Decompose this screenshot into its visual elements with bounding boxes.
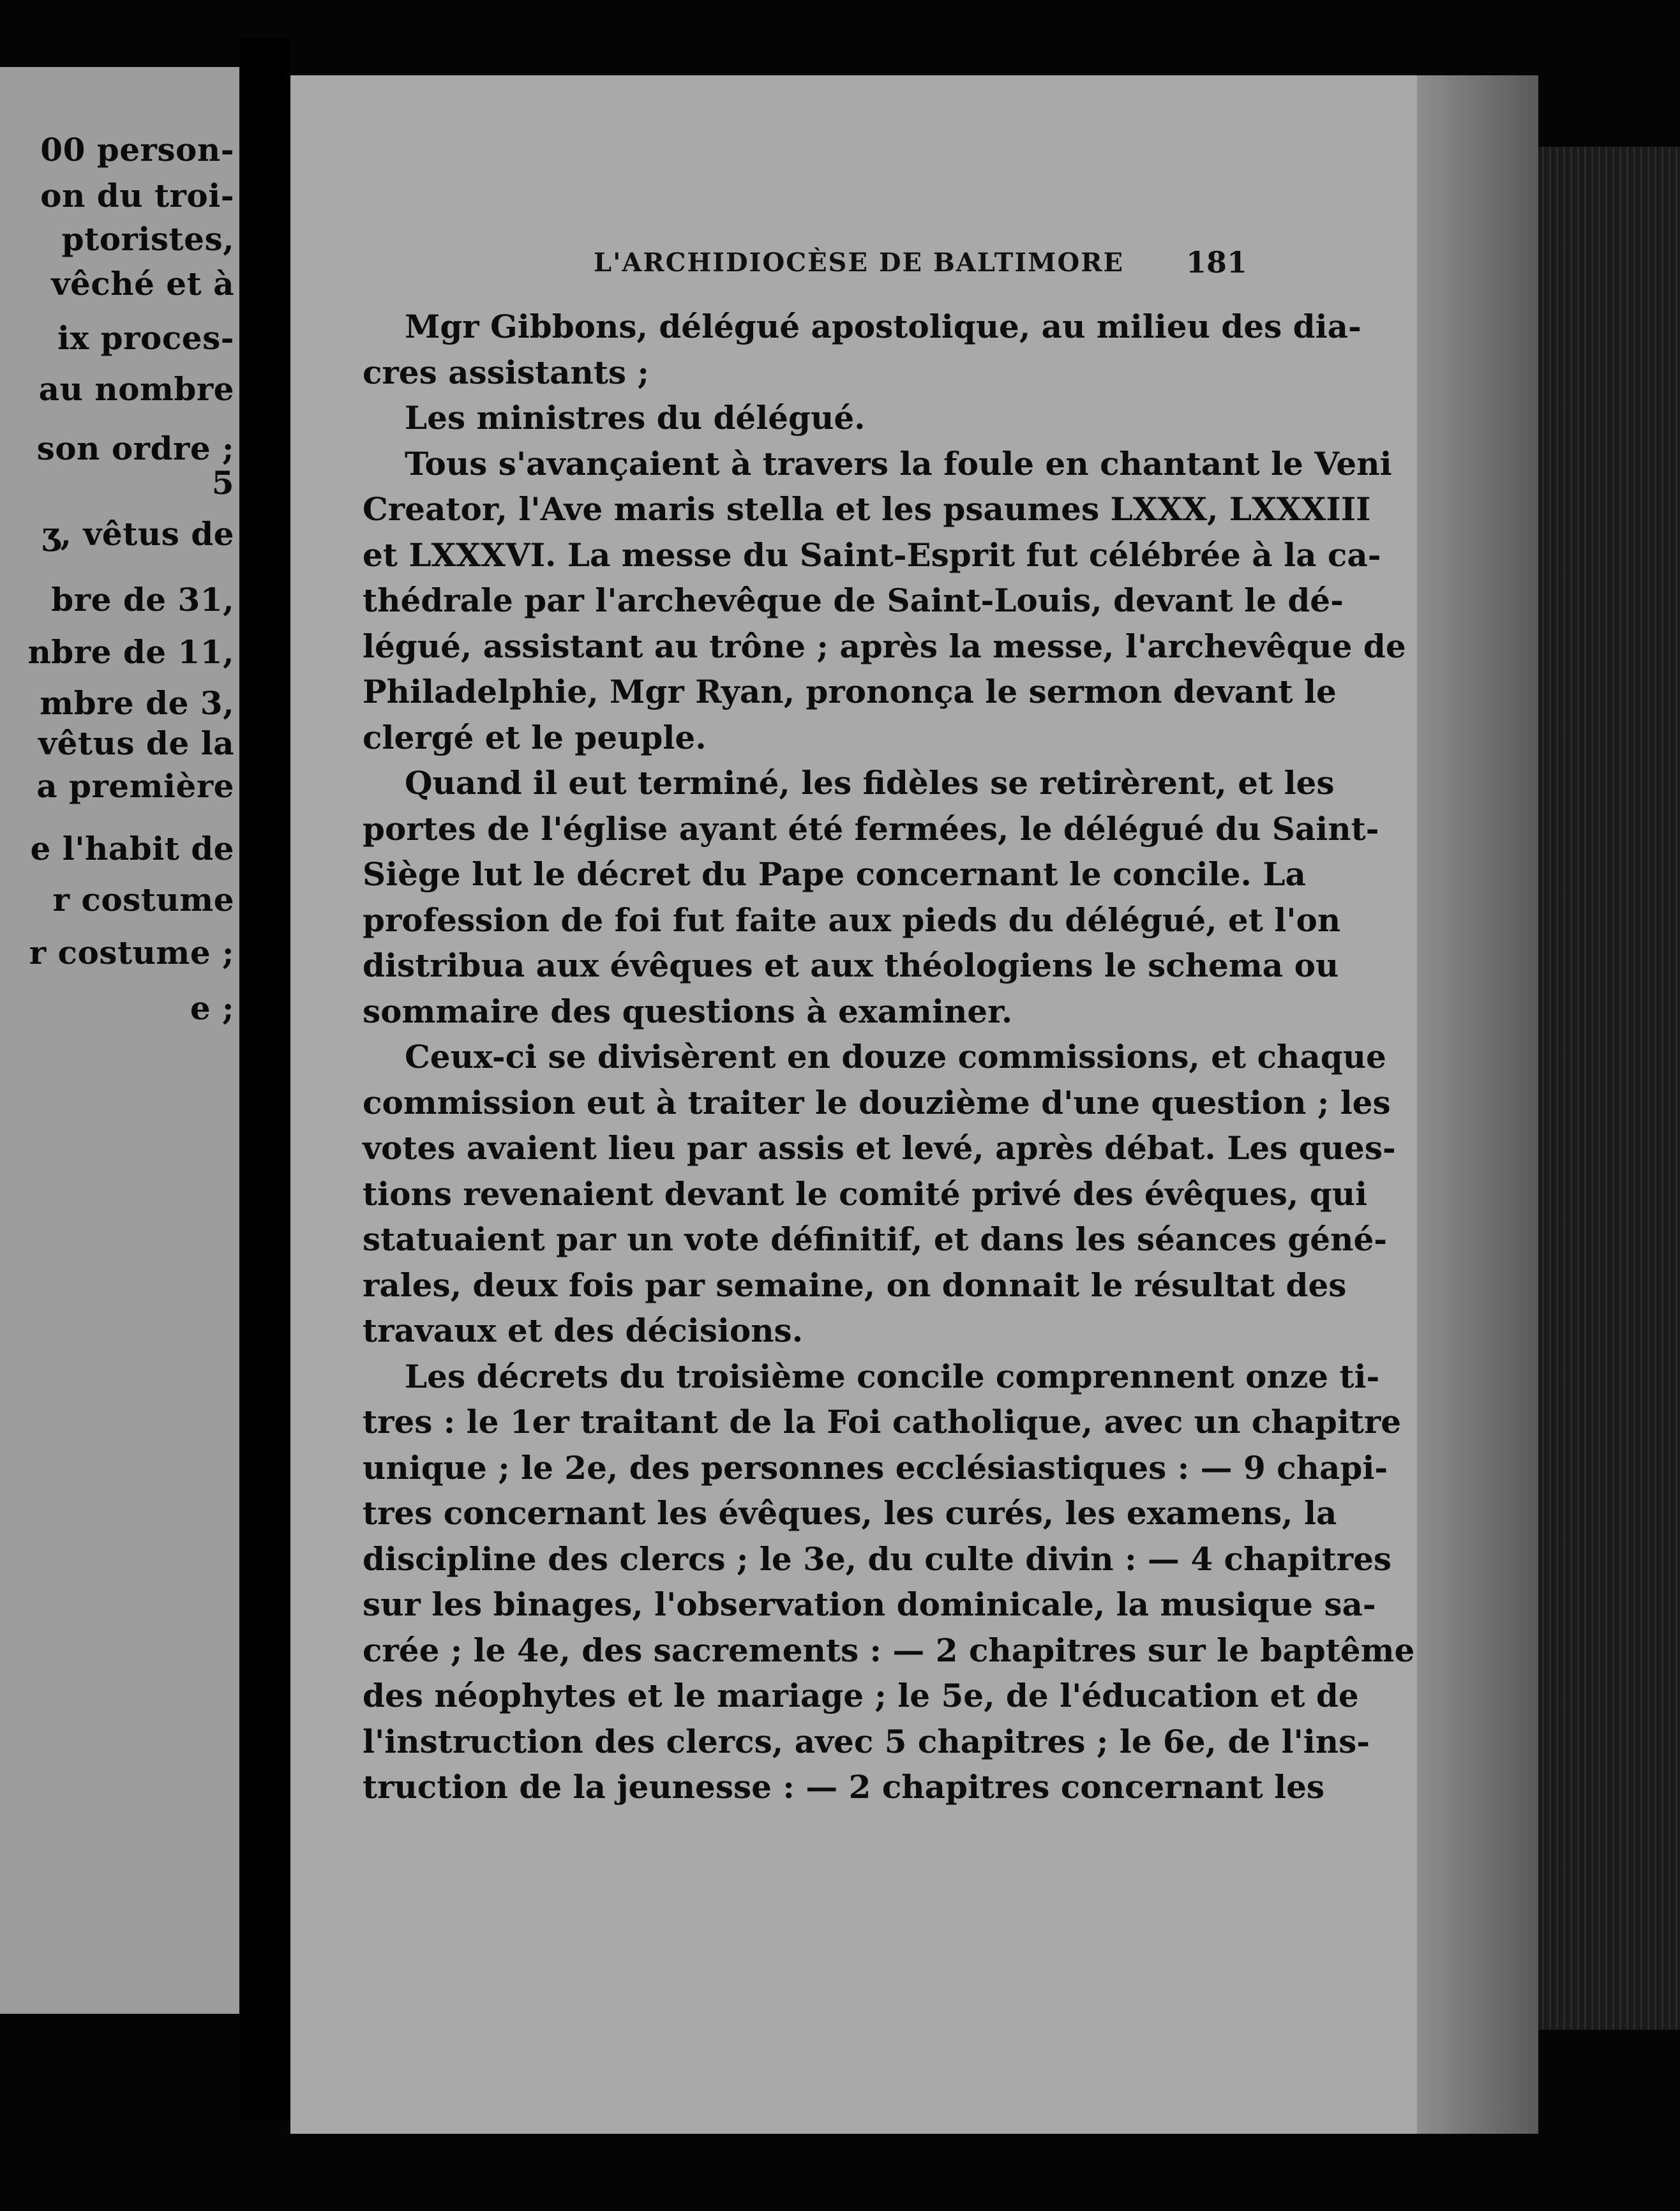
text-line: truction de la jeunesse : — 2 chapitres concernant les <box>363 1768 1325 1806</box>
facing-page-line: vêtus de la <box>38 724 234 762</box>
facing-page-line: e ; <box>190 989 234 1027</box>
facing-page-line: r costume <box>52 881 234 918</box>
facing-page-line: mbre de 3, <box>40 684 234 722</box>
text-line: Mgr Gibbons, délégué apostolique, au milieu des dia- <box>405 308 1361 345</box>
facing-page-line: vêché et à <box>51 265 234 303</box>
facing-page-line: 00 person- <box>40 131 234 169</box>
facing-page-line: nbre de 11, <box>27 633 234 671</box>
text-line: Philadelphie, Mgr Ryan, prononça le sermon devant le <box>363 673 1337 710</box>
text-line: tions revenaient devant le comité privé des évêques, qui <box>363 1174 1368 1213</box>
text-line: distribua aux évêques et aux théologiens le schema ou <box>363 947 1339 984</box>
facing-page-line: au nombre <box>38 370 234 408</box>
text-line: Les ministres du délégué. <box>405 399 866 437</box>
facing-page-line: son ordre ; <box>36 430 234 467</box>
page-number: 181 <box>1186 245 1248 280</box>
facing-page-fragment <box>0 67 239 2014</box>
text-line: thédrale par l'archevêque de Saint-Louis, devant le dé- <box>363 581 1344 619</box>
facing-page-line: e l'habit de <box>30 830 234 867</box>
text-line: rales, deux fois par semaine, on donnait le résultat des <box>363 1266 1347 1304</box>
body-text <box>363 304 1415 1810</box>
text-line: légué, assistant au trône ; après la messe, l'archevêque de <box>363 627 1406 665</box>
text-line: sommaire des questions à examiner. <box>363 992 1013 1030</box>
text-line: et LXXXVI. La messe du Saint-Esprit fut célébrée à la ca- <box>363 536 1381 574</box>
facing-page-line: a première <box>36 767 234 805</box>
text-line: Quand il eut terminé, les fidèles se retirèrent, et les <box>405 764 1335 802</box>
text-line: tres concernant les évêques, les curés, les examens, la <box>363 1494 1337 1532</box>
facing-page-line: ix proces- <box>57 319 234 357</box>
text-line: l'instruction des clercs, avec 5 chapitres ; le 6e, de l'ins- <box>363 1722 1370 1760</box>
text-line: travaux et des décisions. <box>363 1312 804 1349</box>
text-line: tres : le 1er traitant de la Foi catholique, avec un chapitre <box>363 1403 1402 1441</box>
text-line: portes de l'église ayant été fermées, le délégué du Saint- <box>363 809 1379 848</box>
text-line: commission eut à traiter le douzième d'une question ; les <box>363 1083 1391 1121</box>
facing-page-line: on du troi- <box>40 177 234 214</box>
facing-page-line: bre de 31, <box>51 581 234 618</box>
text-line: Siège lut le décret du Pape concernant le concile. La <box>363 855 1306 893</box>
binding-gutter <box>239 38 290 2119</box>
text-line: Les décrets du troisième concile comprennent onze ti- <box>405 1357 1380 1395</box>
facing-page-line: ʒ, vêtus de <box>41 515 234 553</box>
facing-page-line: r costume ; <box>29 934 234 971</box>
text-line: sur les binages, l'observation dominicale, la musique sa- <box>363 1585 1376 1623</box>
text-line: cres assistants ; <box>363 353 649 391</box>
text-line: clergé et le peuple. <box>363 718 707 756</box>
text-line: crée ; le 4e, des sacrements : — 2 chapitres sur le baptême <box>363 1631 1415 1669</box>
text-line: des néophytes et le mariage ; le 5e, de l'éducation et de <box>363 1677 1359 1714</box>
text-line: Tous s'avançaient à travers la foule en chantant le Veni <box>405 444 1392 483</box>
page-edges <box>1538 147 1680 2030</box>
text-line: votes avaient lieu par assis et levé, après débat. Les ques- <box>363 1129 1396 1167</box>
text-line: Ceux-ci se divisèrent en douze commissions, et chaque <box>405 1038 1386 1076</box>
text-line: unique ; le 2e, des personnes ecclésiastiques : — 9 chapi- <box>363 1448 1388 1487</box>
text-line: profession de foi fut faite aux pieds du délégué, et l'on <box>363 901 1341 939</box>
text-line: discipline des clercs ; le 3e, du culte divin : — 4 chapitres <box>363 1540 1392 1578</box>
text-line: Creator, l'Ave maris stella et les psaumes LXXX, LXXXIII <box>363 490 1371 528</box>
text-line: statuaient par un vote définitif, et dans les séances géné- <box>363 1220 1388 1258</box>
facing-page-line: 5 <box>211 464 234 502</box>
facing-page-line: ptoristes, <box>61 220 234 258</box>
running-head: L'ARCHIDIOCÈSE DE BALTIMORE <box>594 248 1124 278</box>
